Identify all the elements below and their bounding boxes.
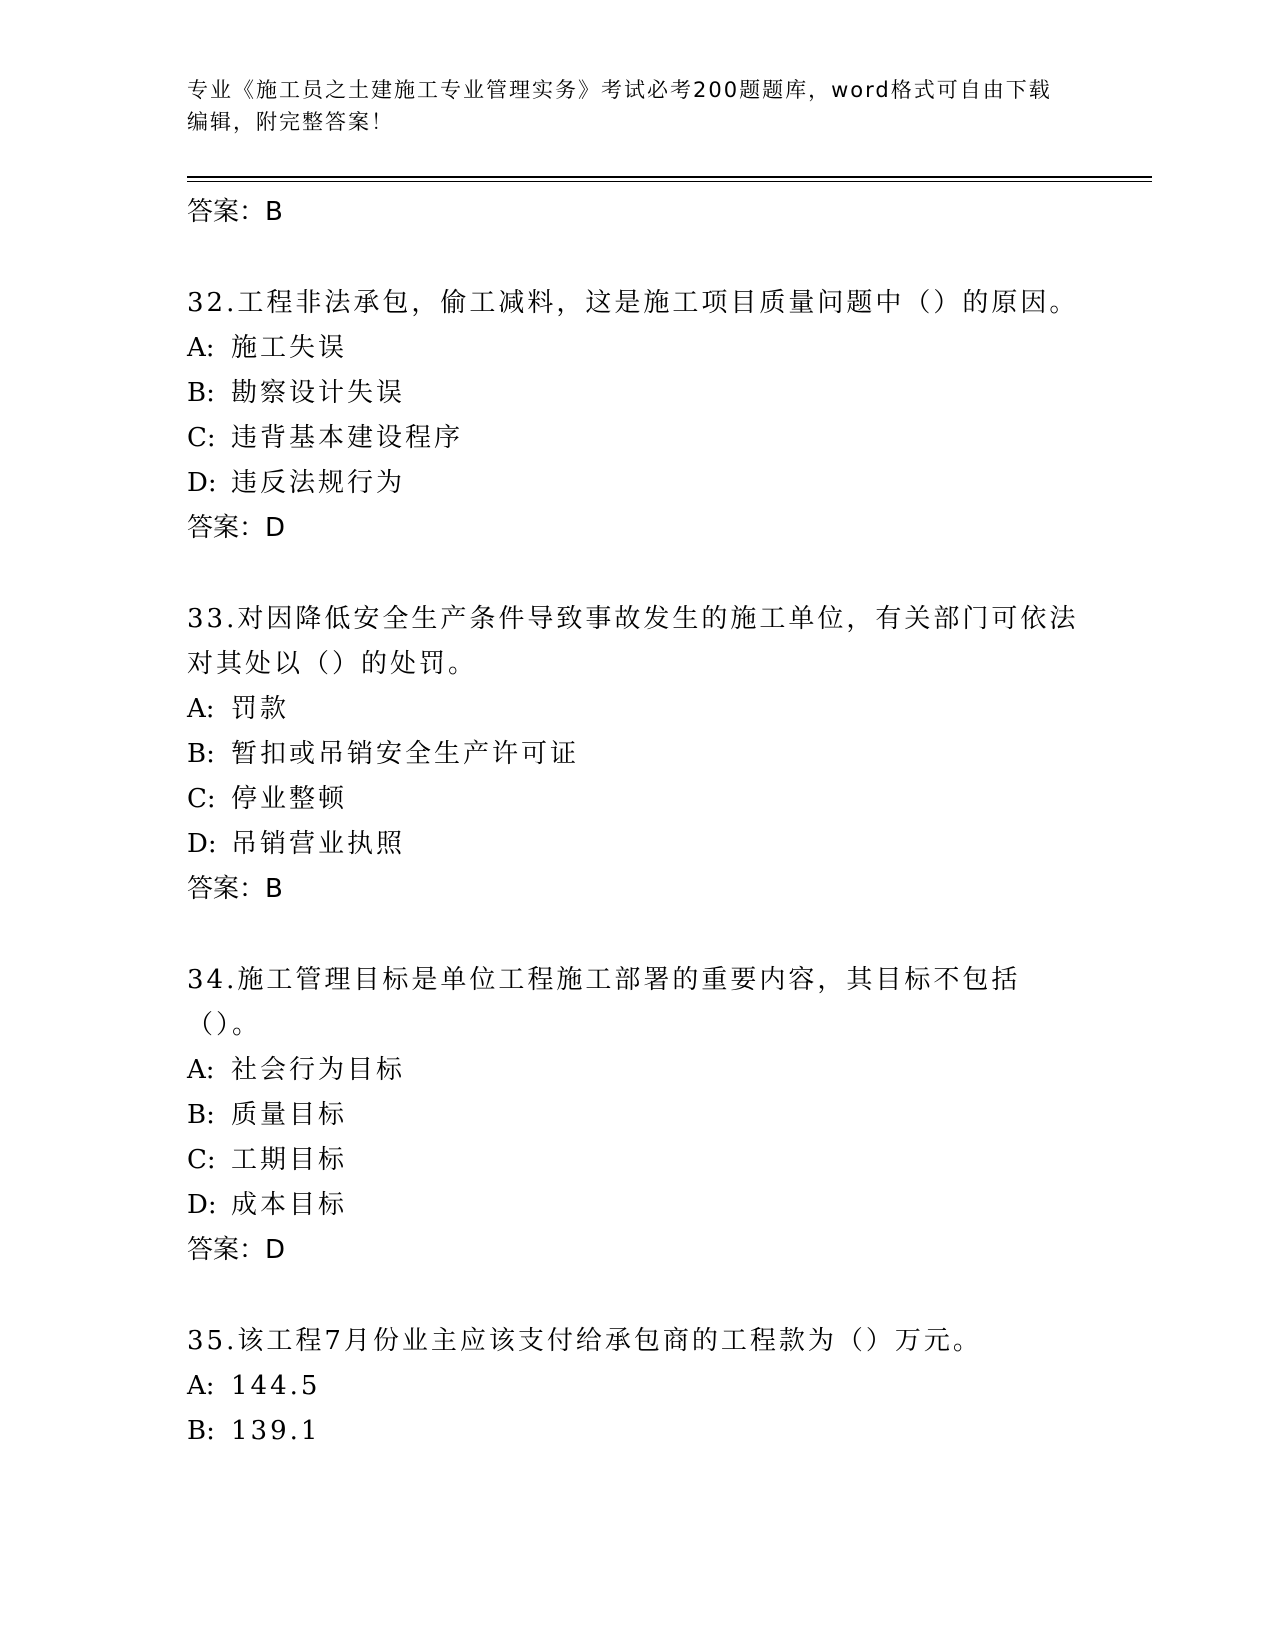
option-letter: C:: [187, 1145, 216, 1175]
spacer: [187, 235, 1087, 281]
option-b: [187, 371, 1087, 416]
option-a: [187, 326, 1087, 371]
option-text: 违反法规行为: [231, 468, 406, 498]
option-text: 停业整顿: [231, 784, 348, 814]
option-letter: C:: [187, 423, 216, 453]
option-letter: C:: [187, 784, 216, 814]
option-letter: A:: [187, 333, 215, 363]
question-list: [187, 190, 1087, 1454]
option-letter: B:: [187, 378, 215, 408]
spacer: [187, 912, 1087, 958]
option-letter: D:: [187, 829, 217, 859]
answer-line: 答案：B: [187, 874, 283, 904]
option-letter: D:: [187, 468, 217, 498]
option-a: [187, 687, 1087, 732]
option-letter: A:: [187, 1055, 215, 1085]
option-d: [187, 1183, 1087, 1228]
option-text: 违背基本建设程序: [231, 423, 464, 453]
question-text: 34.施工管理目标是单位工程施工部署的重要内容，其目标不包括（）。: [187, 965, 1021, 1040]
spacer: [187, 1273, 1087, 1319]
option-letter: B:: [187, 1416, 215, 1446]
document-header: 专业《施工员之土建施工专业管理实务》考试必考200题题库，word格式可自由下载编辑，附完整答案！: [187, 78, 1052, 134]
option-text: 勘察设计失误: [231, 378, 406, 408]
option-a: [187, 1048, 1087, 1093]
answer-line: 答案：D: [187, 513, 286, 543]
question-text: 32.工程非法承包，偷工减料，这是施工项目质量问题中（）的原因。: [187, 288, 1079, 318]
option-c: [187, 777, 1087, 822]
option-text: 暂扣或吊销安全生产许可证: [231, 739, 580, 769]
option-text: 144.5: [231, 1371, 321, 1401]
option-text: 质量目标: [231, 1100, 348, 1130]
question-text: 35.该工程7月份业主应该支付给承包商的工程款为（）万元。: [187, 1326, 982, 1356]
option-d: [187, 822, 1087, 867]
option-text: 社会行为目标: [231, 1055, 406, 1085]
option-b: [187, 1093, 1087, 1138]
question-35: [187, 1319, 1087, 1454]
question-34: [187, 958, 1087, 1273]
option-text: 成本目标: [231, 1190, 348, 1220]
option-text: 工期目标: [231, 1145, 348, 1175]
option-text: 139.1: [231, 1416, 321, 1446]
option-letter: B:: [187, 739, 215, 769]
option-a: [187, 1364, 1087, 1409]
header-divider: [187, 176, 1152, 182]
option-c: [187, 416, 1087, 461]
option-d: [187, 461, 1087, 506]
question-text: 33.对因降低安全生产条件导致事故发生的施工单位，有关部门可依法对其处以（）的处罚。: [187, 604, 1079, 679]
option-letter: A:: [187, 1371, 215, 1401]
answer-line: 答案：D: [187, 1235, 286, 1265]
option-letter: A:: [187, 694, 215, 724]
option-c: [187, 1138, 1087, 1183]
question-33: [187, 597, 1087, 912]
option-b: [187, 1409, 1087, 1454]
option-text: 罚款: [231, 694, 290, 724]
option-letter: B:: [187, 1100, 215, 1130]
option-text: 吊销营业执照: [231, 829, 406, 859]
option-b: [187, 732, 1087, 777]
question-32: [187, 281, 1087, 551]
answer-line: 答案：B: [187, 197, 283, 227]
option-letter: D:: [187, 1190, 217, 1220]
spacer: [187, 551, 1087, 597]
option-text: 施工失误: [231, 333, 348, 363]
